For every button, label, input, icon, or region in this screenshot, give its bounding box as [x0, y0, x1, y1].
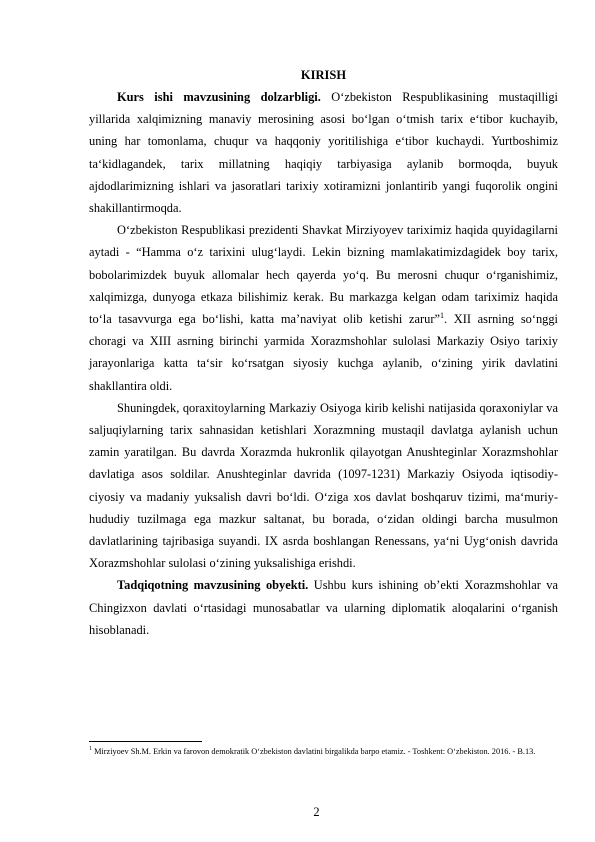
footnote-text: Mirziyoev Sh.M. Erkin va farovon demokratik O‘zbekiston davlatini birgalikda barpo etamiz. - Toshkent: O‘zbekiston. 2016. - B.13. [92, 747, 536, 756]
footnote-divider [89, 741, 202, 742]
paragraph-anushteginids [89, 397, 558, 575]
paragraph-text-anushteginids: Shuningdek, qoraxitoylarning Markaziy Osiyoga kirib kelishi natijasida qoraxoniylar va saljuqiylarning tarix sahnasidan ketishlari Xorazmning mustaqil davlatga aylanish uchun zamin yaratilgan. Bu davrda Xorazmda hukronlik qilayotgan Anushteginlar Xorazmshohlar davlatiga asos soldilar. Anushteginlar davrida (1097-1231) Markaziy Osiyoda iqtisodiy-ciyosiy va madaniy yuksalish davri bo‘ldi. O‘ziga xos davlat boshqaruv tizimi, ma‘muriy-hududiy tuzilmaga ega mazkur saltanat, bu borada, o‘zidan oldingi barcha musulmon davlatlarining tajribasiga suyandi. IX asrda boshlangan Renessans, ya‘ni Uyg‘onish davrida Xorazmshohlar sulolasi o‘zining yuksalishiga erishdi. [89, 400, 558, 571]
paragraph-text-after-quote: . XII asrning so‘nggi choragi va XIII asrning birinchi yarmida Xorazmshohlar sulolasi Markaziy Osiyo tarixiy jarayonlariga katta ta‘sir ko‘rsatgan siyosiy kuchga aylanib, o‘zining yirik davlatini shakllantira oldi. [89, 312, 558, 393]
page-number: 2 [313, 805, 320, 819]
footnote-mark: 1 [89, 746, 92, 753]
paragraph-lead-object: Tadqiqotning mavzusining obyekti. [117, 578, 309, 593]
paragraph-research-object [89, 574, 558, 641]
paragraph-text-object: Ushbu kurs ishining ob’ekti Xorazmshohlar va Chingizxon davlati o‘rtasidagi munosabatlar va ularning diplomatik aloqalarini o‘rganish hisoblanadi. [89, 578, 558, 637]
paragraph-text-quote: O‘zbekiston Respublikasi prezidenti Shavkat Mirziyoyev tariximiz haqida quyidagilarni aytadi - “Hamma o‘z tarixini ulug‘laydi. Lekin bizning mamlakatimizdagidek boy tarix, bobolarimizdek buyuk allomalar hech qayerda yo‘q. Bu merosni chuqur o‘rganishimiz, xalqimizga, dunyoga etkaza bilishimiz kerak. Bu markazga kelgan odam tariximiz haqida to‘la tasavvurga ega bo‘lishi, katta ma’naviyat olib ketishi zarur” [89, 223, 558, 327]
document-body [89, 64, 558, 641]
paragraph-lead-relevance: Kurs ishi mavzusining dolzarbligi. [117, 90, 321, 104]
footnote [89, 745, 558, 759]
paragraph-president-quote [89, 219, 558, 397]
paragraph-text-relevance: O‘zbekiston Respublikasining mustaqilligi yillarida xalqimizning manaviy merosining asosi bo‘lgan o‘tmish tarix e‘tibor kuchayib, uning har tomonlama, chuqur va haqqoniy yoritilishiga e‘tibor kuchaydi. Yurtboshimiz ta‘kidlagandek, tarix millatning haqiqiy tarbiyasiga aylanib bormoqda, buyuk ajdodlarimizning ishlari va jasoratlari tarixiy xotiramizni jonlantirib yangi fuqorolik ongini shakillantirmoqda. [89, 90, 558, 216]
footnote-reference[interactable]: 1 [439, 310, 444, 320]
section-title: KIRISH [300, 68, 347, 82]
paragraph-relevance [89, 86, 558, 219]
